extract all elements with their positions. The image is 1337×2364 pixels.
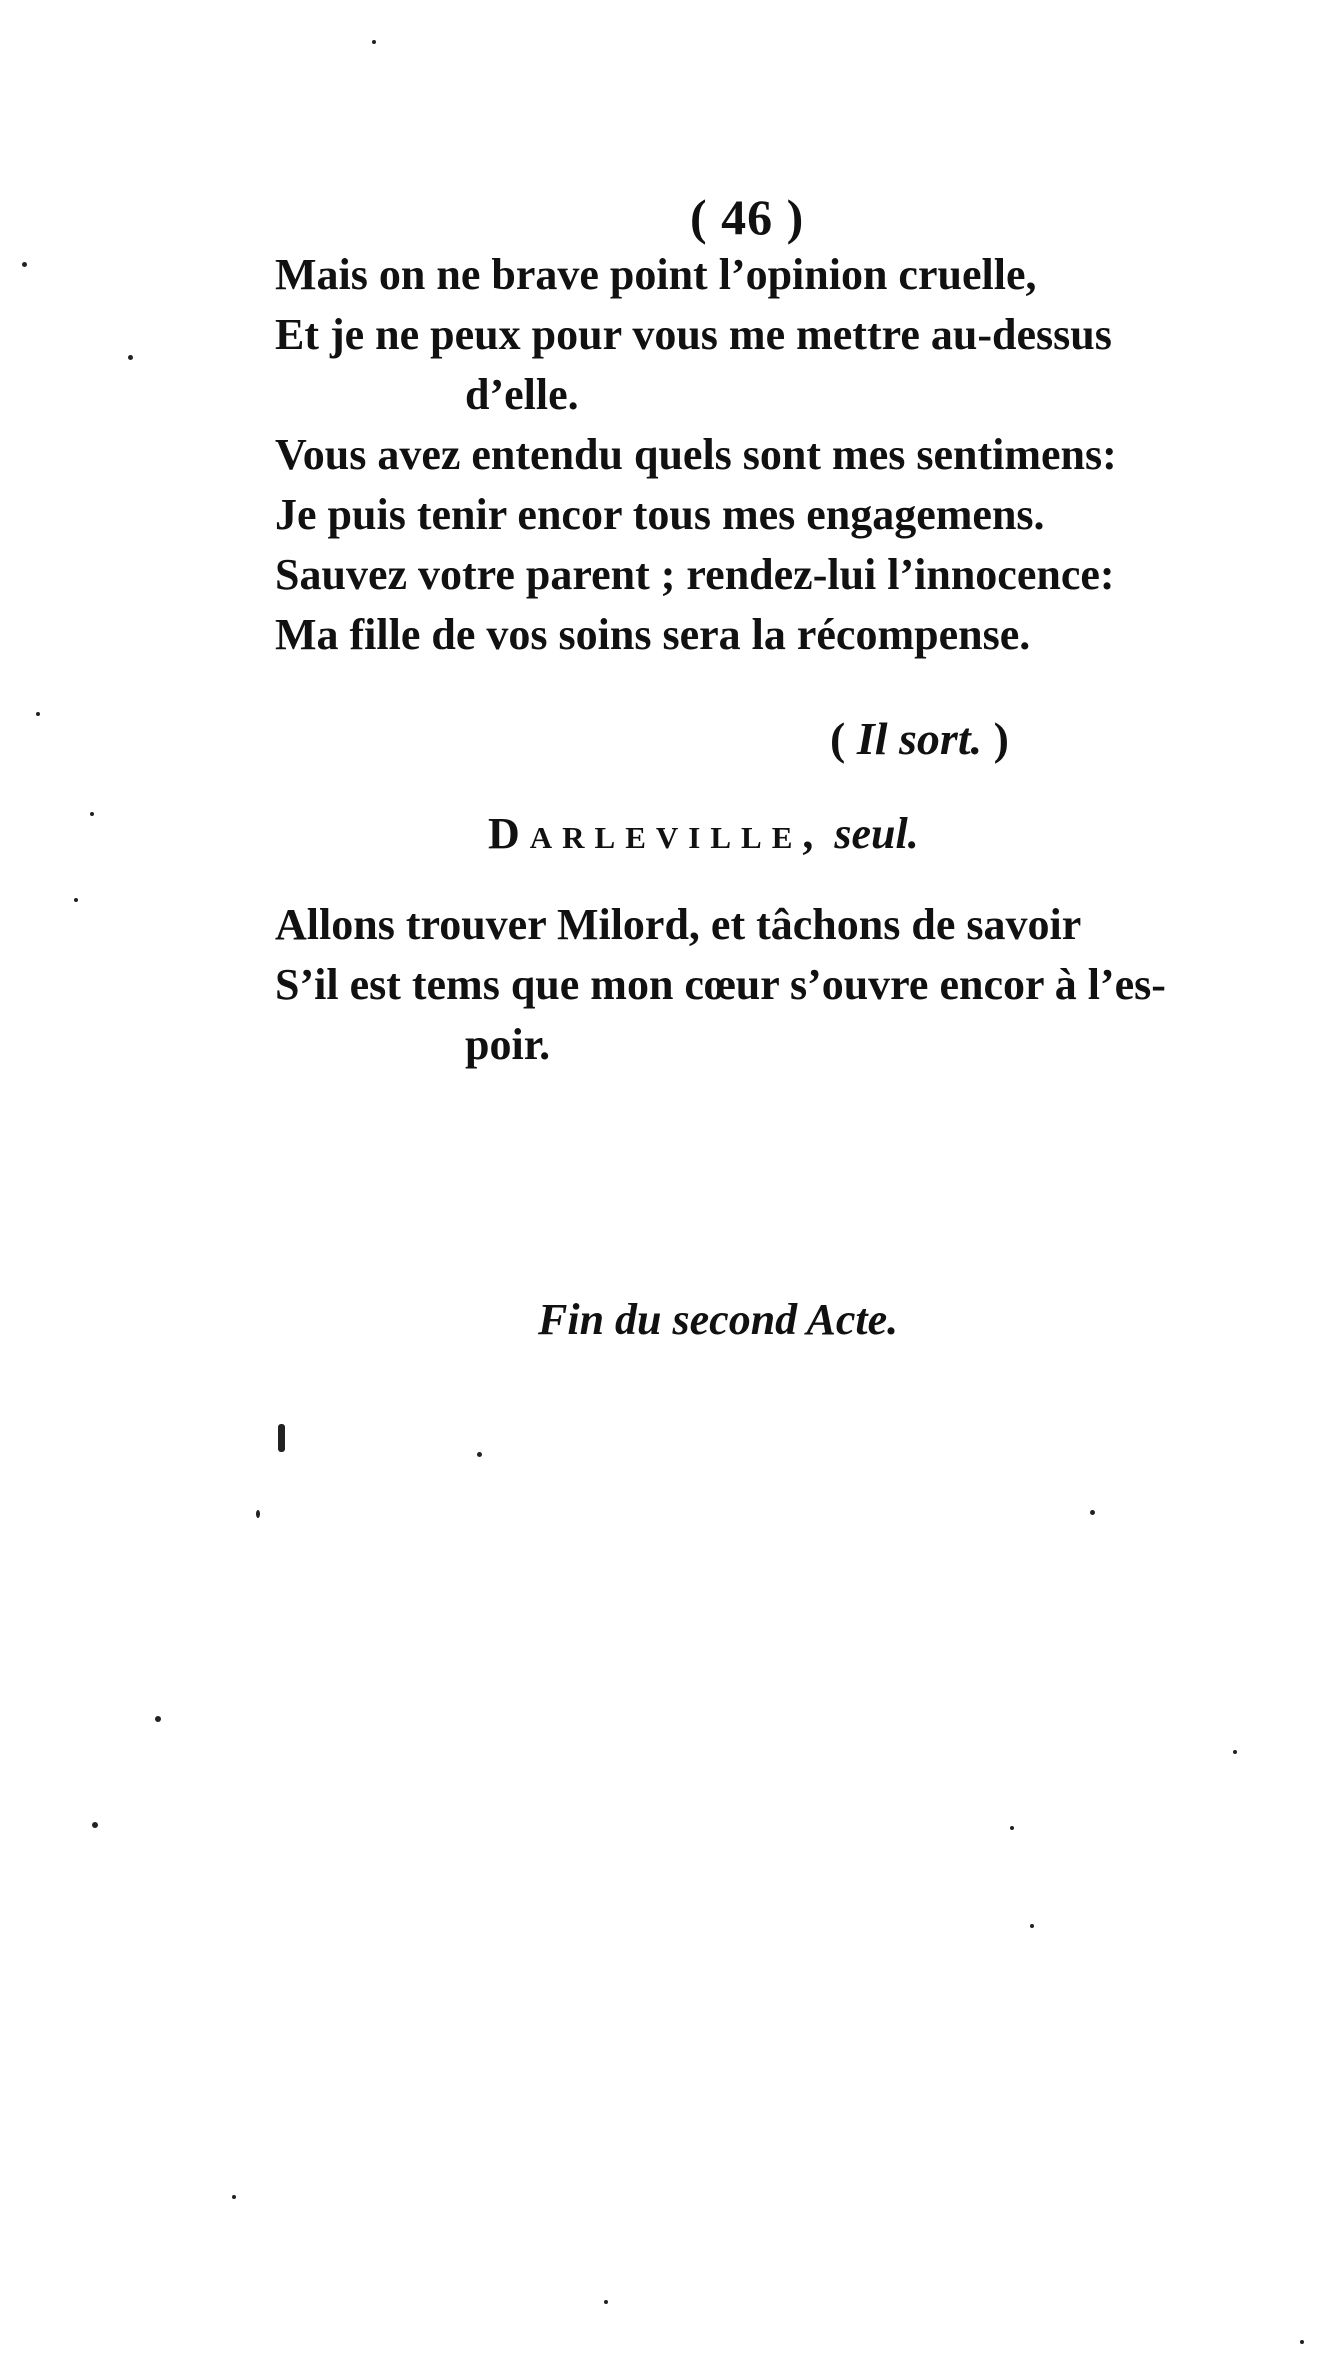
verse-line-continuation: d’elle. xyxy=(465,370,579,419)
scan-speck xyxy=(36,712,40,716)
verse-line: Sauvez votre parent ; rendez-lui l’innocence: xyxy=(275,550,1115,599)
stage-direction xyxy=(830,712,1009,765)
scan-speck xyxy=(90,812,94,816)
speaker-name: Darleville, xyxy=(488,809,824,858)
scan-speck xyxy=(232,2195,236,2199)
verse-line: Mais on ne brave point l’opinion cruelle, xyxy=(275,250,1037,299)
stage-direction-open: ( xyxy=(830,713,857,764)
speaker-heading xyxy=(488,808,919,859)
verse-line: Ma fille de vos soins sera la récompense. xyxy=(275,610,1031,659)
verse-line: Et je ne peux pour vous me mettre au-dessus xyxy=(275,310,1112,359)
scan-speck xyxy=(1010,1826,1014,1830)
verse-line: Vous avez entendu quels sont mes sentimens: xyxy=(275,430,1117,479)
end-of-act: Fin du second Acte. xyxy=(538,1295,899,1344)
stage-direction-text: Il sort. xyxy=(856,713,983,764)
scan-speck xyxy=(604,2300,608,2304)
page-number: ( 46 ) xyxy=(690,189,805,245)
scan-speck xyxy=(128,355,133,360)
scan-speck xyxy=(155,1716,161,1722)
scan-speck xyxy=(372,40,376,44)
verse-line-continuation: poir. xyxy=(465,1020,551,1069)
scan-speck xyxy=(477,1452,482,1457)
scan-speck xyxy=(278,1424,285,1452)
speaker-role: seul. xyxy=(834,809,919,858)
verse-line: Je puis tenir encor tous mes engagemens. xyxy=(275,490,1045,539)
scan-speck xyxy=(92,1822,98,1828)
verse-line: Allons trouver Milord, et tâchons de savoir xyxy=(275,900,1082,949)
scan-speck xyxy=(22,262,27,267)
scan-speck xyxy=(1300,2340,1304,2344)
scan-speck xyxy=(256,1510,260,1518)
scan-speck xyxy=(1030,1924,1034,1928)
scan-speck xyxy=(1233,1750,1237,1754)
verse-line: S’il est tems que mon cœur s’ouvre encor à l’es- xyxy=(275,960,1166,1009)
scan-speck xyxy=(1090,1510,1095,1515)
scan-speck xyxy=(74,898,78,902)
stage-direction-close: ) xyxy=(982,713,1009,764)
